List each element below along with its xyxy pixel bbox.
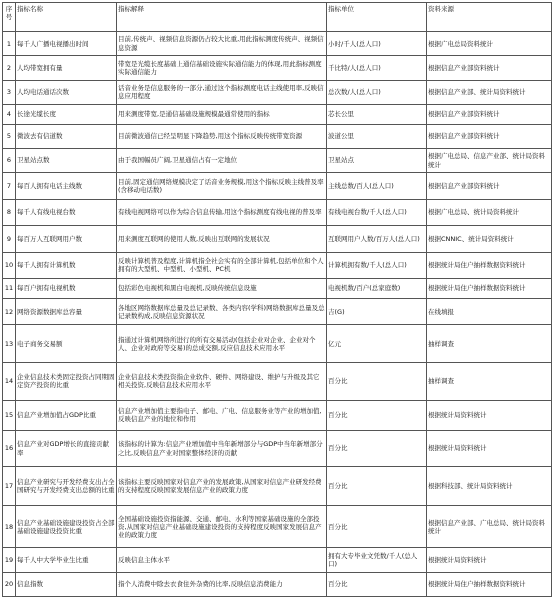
row-source: 在线填报 (427, 298, 552, 324)
row-unit: 百分比 (327, 466, 427, 506)
row-explanation: 全国基础设施投资指能源、交通、邮电、水利等国家基础设施的全部投资,从国家对信息产业基础设施建设投资的支持程度反映国家发展信息产业的政策力度 (117, 506, 327, 548)
row-source: 抽样调查 (427, 362, 552, 400)
row-no: 10 (3, 252, 16, 278)
row-no: 6 (3, 148, 16, 172)
row-source: 抽样调查 (427, 325, 552, 363)
header-explanation: 指标解释 (117, 3, 327, 32)
row-name: 信息产业增加值占GDP比重 (16, 400, 117, 431)
row-unit: 芯长公里 (327, 104, 427, 124)
row-name: 每千人拥有计算机数 (16, 252, 117, 278)
row-name: 信息产业研究与开发经费支出占全国研究与开发经费支出总额的比重 (16, 466, 117, 506)
row-unit: 有线电视台数/千人(总人口) (327, 199, 427, 225)
row-explanation: 企业信息技术类投资指企业软件、硬件、网络建设、维护与升级及其它相关投资,反映信息技术应用水平 (117, 362, 327, 400)
table-row (3, 279, 552, 299)
row-explanation: 包括彩色电视机和黑白电视机,反映传统信息设施 (117, 279, 327, 299)
row-no: 4 (3, 104, 16, 124)
row-name: 长途光缆长度 (16, 104, 117, 124)
row-name: 信息产业对GDP增长的直接贡献率 (16, 431, 117, 466)
row-source: 根据信息产业部资料统计 (427, 173, 552, 199)
row-no: 18 (3, 506, 16, 548)
row-name: 信息产业基础设施建设投资占全部基础设施建设投资比重 (16, 506, 117, 548)
row-no: 19 (3, 548, 16, 572)
row-unit: 小时/千人(总人口) (327, 32, 427, 56)
row-explanation: 信息产业增加值主要指电子、邮电、广电、信息服务业等产业的增加值,反映信息产业的地位和作用 (117, 400, 327, 431)
row-source: 根据广电总局、统计局资料统计 (427, 199, 552, 225)
row-explanation: 该指标主要反映国家对信息产业的发展政策,从国家对信息产业研发经费的支持程度反映国家发展信息产业的政策力度 (117, 466, 327, 506)
row-unit: 主线总数/百人(总人口) (327, 173, 427, 199)
table-row (3, 400, 552, 431)
table-row (3, 226, 552, 252)
row-source: 根据信息产业部资料统计 (427, 124, 552, 148)
row-explanation: 带宽是光缆长度基础上通信基础设施实际通信能力的体现,用此指标测度实际通信能力 (117, 56, 327, 80)
header-source: 资料来源 (427, 3, 552, 32)
table-row (3, 572, 552, 596)
row-no: 12 (3, 298, 16, 324)
row-unit: 互联网用户人数/百万人(总人口) (327, 226, 427, 252)
table-row (3, 466, 552, 506)
row-no: 20 (3, 572, 16, 596)
row-source: 根据科技部、统计局资料统计 (427, 466, 552, 506)
row-unit: 卫星站点 (327, 148, 427, 172)
row-explanation: 反映计算机普及程度,计算机指全社会实有的全部计算机,包括单位和个人拥有的大型机、中型机、小型机、PC机 (117, 252, 327, 278)
row-explanation: 目前,传统声、视频信息资源仍占较大比重,用此指标测度传统声、视频信息资源 (117, 32, 327, 56)
table-row (3, 325, 552, 363)
row-no: 17 (3, 466, 16, 506)
row-no: 13 (3, 325, 16, 363)
row-source: 根据统计局资料统计 (427, 400, 552, 431)
table-row (3, 431, 552, 466)
row-unit: 百分比 (327, 572, 427, 596)
row-name: 每千人广播电视播出时间 (16, 32, 117, 56)
row-explanation: 指通过计算机网络所进行的所有交易活动(包括企业对企业、企业对个人、企业对政府等交易)的总成交额,反应信息技术应用水平 (117, 325, 327, 363)
row-unit: 百分比 (327, 431, 427, 466)
row-explanation: 各地区网络数据库总量及总记录数、各类内容(学科)网络数据库总量及总记录数构成,反映信息资源状况 (117, 298, 327, 324)
row-no: 9 (3, 226, 16, 252)
row-no: 1 (3, 32, 16, 56)
row-source: 根据统计局住户抽样数据资料统计 (427, 279, 552, 299)
row-name: 信息指数 (16, 572, 117, 596)
row-source: 根据广电总局资料统计 (427, 32, 552, 56)
table-row (3, 148, 552, 172)
table-row (3, 199, 552, 225)
table-row (3, 80, 552, 104)
table-row (3, 173, 552, 199)
row-explanation: 反映信息主体水平 (117, 548, 327, 572)
header-no: 序号 (3, 3, 16, 32)
row-no: 15 (3, 400, 16, 431)
row-unit: 百分比 (327, 400, 427, 431)
table-row (3, 362, 552, 400)
table-row (3, 298, 552, 324)
row-explanation: 目前,固定通信网络规模决定了话音业务规模,用这个指标反映主线普及率(含移动电话数) (117, 173, 327, 199)
row-name: 人均带宽拥有量 (16, 56, 117, 80)
row-unit: 百分比 (327, 506, 427, 548)
row-explanation: 目前微波通信已经呈明显下降趋势,用这个指标反映传统带宽资源 (117, 124, 327, 148)
row-no: 16 (3, 431, 16, 466)
row-no: 8 (3, 199, 16, 225)
row-unit: 吉(G) (327, 298, 427, 324)
header-row (3, 3, 552, 32)
row-source: 根据信息产业部资料统计 (427, 104, 552, 124)
table-row (3, 32, 552, 56)
row-explanation: 话音业务是信息服务的一部分,通过这个指标测度电话主线使用率,反映信息应用程度 (117, 80, 327, 104)
row-name: 每百万人互联网用户数 (16, 226, 117, 252)
row-source: 根据统计局住户抽样数据资料统计 (427, 252, 552, 278)
row-source: 根据统计局资料统计 (427, 431, 552, 466)
row-no: 14 (3, 362, 16, 400)
row-unit: 千比特/人(总人口) (327, 56, 427, 80)
row-source: 根据统计局资料统计 (427, 548, 552, 572)
row-unit: 电视机数/百户(总家庭数) (327, 279, 427, 299)
row-explanation: 用来测度带宽,是通信基础设施规模最通常使用的指标 (117, 104, 327, 124)
table-row (3, 104, 552, 124)
row-source: 根据信息产业部、广电总局、统计局资料统计 (427, 506, 552, 548)
row-name: 每千人中大学毕业生比重 (16, 548, 117, 572)
row-source: 根据广电总局、信息产业部、统计局资料统计 (427, 148, 552, 172)
row-unit: 拥有大专毕业文凭数/千人(总人口) (327, 548, 427, 572)
row-name: 卫星站点数 (16, 148, 117, 172)
row-no: 5 (3, 124, 16, 148)
table-row (3, 252, 552, 278)
row-unit: 波道公里 (327, 124, 427, 148)
table-row (3, 124, 552, 148)
row-no: 2 (3, 56, 16, 80)
row-source: 根据CNNIC、统计局资料统计 (427, 226, 552, 252)
row-name: 电子商务交易额 (16, 325, 117, 363)
table-row (3, 506, 552, 548)
row-name: 每百户拥有电视机数 (16, 279, 117, 299)
row-name: 企业信息技术类固定投资占同期固定资产投资的比重 (16, 362, 117, 400)
row-no: 11 (3, 279, 16, 299)
row-no: 3 (3, 80, 16, 104)
row-explanation: 由于我国幅员广阔,卫星通信占有一定地位 (117, 148, 327, 172)
row-explanation: 该指标的计算为:信息产业增加值中当年新增部分与GDP中当年新增部分之比,反映信息产业对国家整体经济的贡献 (117, 431, 327, 466)
row-unit: 计算机拥有数/千人(总人口) (327, 252, 427, 278)
header-name: 指标名称 (16, 3, 117, 32)
row-explanation: 指个人消费中除去衣食住外杂费的比率,反映信息消费能力 (117, 572, 327, 596)
row-name: 人均电话通话次数 (16, 80, 117, 104)
row-name: 每千人有线电视台数 (16, 199, 117, 225)
row-unit: 亿元 (327, 325, 427, 363)
row-explanation: 有线电视网络可以作为综合信息传输,用这个指标测度有线电视的普及率 (117, 199, 327, 225)
row-source: 根据信息产业部资料统计 (427, 56, 552, 80)
row-unit: 百分比 (327, 362, 427, 400)
row-name: 网络资源数据库总容量 (16, 298, 117, 324)
row-name: 每百人拥有电话主线数 (16, 173, 117, 199)
header-unit: 指标单位 (327, 3, 427, 32)
row-name: 微波去有信道数 (16, 124, 117, 148)
row-source: 根据信息产业部、统计局资料统计 (427, 80, 552, 104)
table-row (3, 56, 552, 80)
indicator-table (2, 2, 552, 597)
row-explanation: 用来测度互联网的使用人数,反映出互联网的发展状况 (117, 226, 327, 252)
row-unit: 总次数/人(总人口) (327, 80, 427, 104)
row-source: 根据统计局住户抽样数据资料统计 (427, 572, 552, 596)
row-no: 7 (3, 173, 16, 199)
table-row (3, 548, 552, 572)
